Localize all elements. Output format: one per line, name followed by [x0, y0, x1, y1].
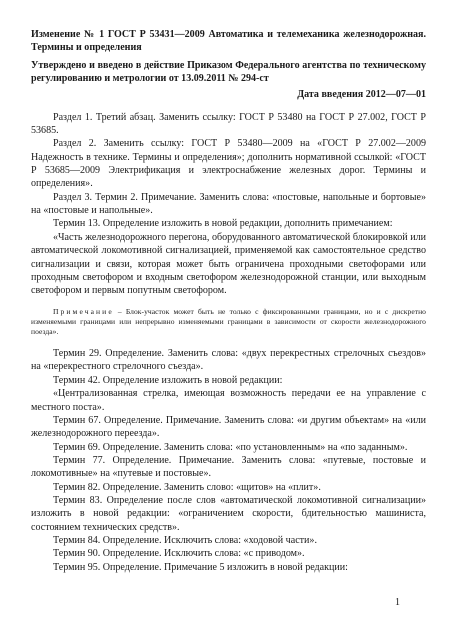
approval-statement: Утверждено и введено в действие Приказом Федерального агентства по техническому регулированию и метрологии от 13.09.2011 № 294-ст — [31, 59, 426, 85]
paragraph-term-95: Термин 95. Определение. Примечание 5 изложить в новой редакции: — [53, 561, 348, 573]
amendment-title: Изменение № 1 ГОСТ Р 53431—2009 Автоматика и телемеханика железнодорожная. Термины и определения — [31, 29, 426, 54]
paragraph-section-1: Раздел 1. Третий абзац. Заменить ссылку: ГОСТ Р 53480 на ГОСТ Р 27.002, ГОСТ Р 53685. — [31, 111, 426, 137]
paragraph-term-13-definition: «Часть железнодорожного перегона, оборудованного автоматической блокировкой или автоматической локомотивной сигнализацией, применяемой как самостоятельное средство сигнализации и связи, которая может быть ограничена проходными светофорами или проходным светофором и входным светофором железнодорожной станции, или выходным светофором и первым попутным светофором. — [31, 231, 426, 297]
paragraph-term-67: Термин 67. Определение. Примечание. Заменить слова: «и другим объектам» на «или железнодорожного переезда». — [31, 414, 426, 440]
effective-date: Дата введения 2012—07—01 — [297, 89, 426, 101]
paragraph-term-29: Термин 29. Определение. Заменить слова: «двух перекрестных стрелочных съездов» на «перекрестного стрелочного съезда». — [31, 348, 426, 373]
paragraph-term-83: Термин 83. Определение после слов «автоматической локомотивной сигнализации» изложить в новой редакции: «ограничением скорости, бдительностью машиниста, состоянием технических средств». — [31, 494, 426, 533]
paragraph-term-84: Термин 84. Определение. Исключить слова: «ходовой части». — [53, 534, 317, 546]
note-label: Примечание — [53, 306, 114, 316]
page-number: 1 — [395, 597, 400, 608]
note-text: – Блок-участок может быть не только с фиксированными границами, но и с дискретно изменяемыми границами или непрерывно изменяемыми границами в зависимости от скорости железнодорожного поезда». — [31, 306, 426, 336]
paragraph-section-3-term-2: Раздел 3. Термин 2. Примечание. Заменить слова: «постовые, напольные и бортовые» на «постовые и напольные». — [31, 191, 426, 217]
paragraph-term-13: Термин 13. Определение изложить в новой редакции, дополнить примечанием: — [53, 218, 393, 230]
document-page — [31, 28, 426, 574]
paragraph-term-82: Термин 82. Определение. Заменить слово: «щитов» на «плит». — [53, 481, 321, 493]
paragraph-term-77: Термин 77. Определение. Примечание. Заменить слова: «путевые, постовые и локомотивные» на «путевые и постовые». — [31, 454, 426, 480]
paragraph-term-42-definition: «Централизованная стрелка, имеющая возможность передачи ее на управление с местного поста». — [31, 388, 426, 413]
paragraph-term-42: Термин 42. Определение изложить в новой редакции: — [53, 374, 283, 386]
paragraph-section-2: Раздел 2. Заменить ссылку: ГОСТ Р 53480—2009 на «ГОСТ Р 27.002—2009 Надежность в технике. Термины и определения»; дополнить нормативной ссылкой: «ГОСТ Р 53685—2009 Электрификация и электроснабжение железных дорог. Термины и определения». — [31, 138, 426, 190]
note-paragraph — [31, 307, 426, 338]
paragraph-term-90: Термин 90. Определение. Исключить слова: «с приводом». — [53, 548, 305, 560]
paragraph-term-69: Термин 69. Определение. Заменить слова: «по установленным» на «по заданным». — [53, 441, 408, 453]
